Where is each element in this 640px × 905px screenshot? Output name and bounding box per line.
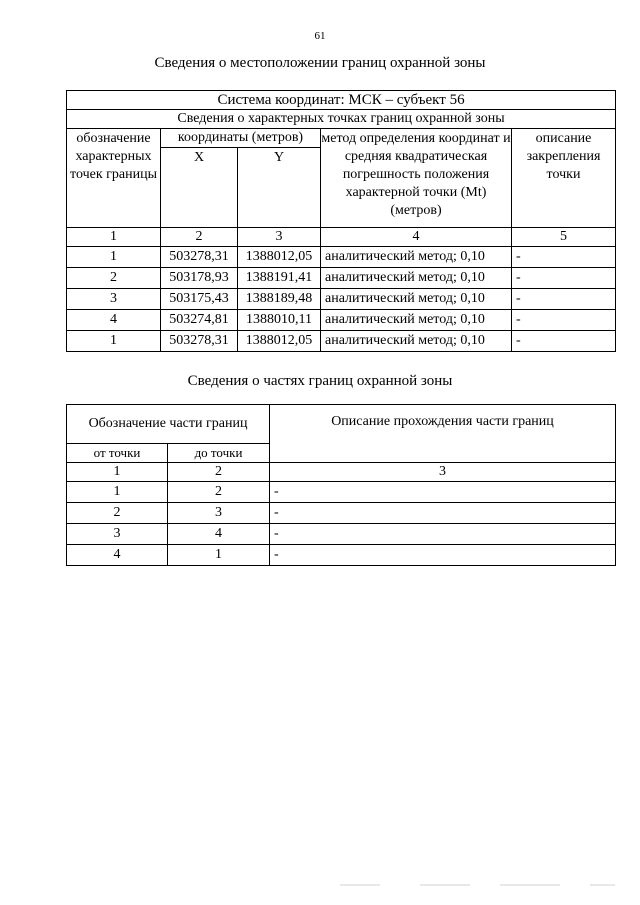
table-row	[67, 289, 616, 310]
column-number: 1	[67, 463, 168, 482]
coord-y: 1388012,05	[238, 331, 321, 352]
coord-x: 503178,93	[161, 268, 238, 289]
method: аналитический метод; 0,10	[321, 331, 512, 352]
point-description: -	[512, 289, 616, 310]
points-subtitle: Сведения о характерных точках границ охранной зоны	[67, 110, 616, 129]
part-description: -	[270, 545, 616, 566]
method: аналитический метод; 0,10	[321, 268, 512, 289]
header-coords: координаты (метров)	[161, 129, 321, 148]
point-description: -	[512, 310, 616, 331]
header-to-point: до точки	[168, 444, 270, 463]
table-row	[67, 310, 616, 331]
point-id: 1	[67, 331, 161, 352]
coord-x: 503278,31	[161, 247, 238, 268]
to-point: 3	[168, 503, 270, 524]
table-row	[67, 503, 616, 524]
method: аналитический метод; 0,10	[321, 310, 512, 331]
column-number: 5	[512, 228, 616, 247]
to-point: 1	[168, 545, 270, 566]
from-point: 3	[67, 524, 168, 545]
coord-x: 503278,31	[161, 331, 238, 352]
column-number: 4	[321, 228, 512, 247]
boundary-parts-table	[66, 404, 616, 566]
column-number: 2	[168, 463, 270, 482]
table-row	[67, 545, 616, 566]
to-point: 2	[168, 482, 270, 503]
header-designation: обозначение характерных точек границы	[67, 129, 161, 228]
coord-y: 1388191,41	[238, 268, 321, 289]
coord-y: 1388012,05	[238, 247, 321, 268]
part-description: -	[270, 482, 616, 503]
header-method: метод определения координат и средняя квадратическая погрешность положения характерной точки (Mt) (метров)	[321, 129, 512, 228]
from-point: 4	[67, 545, 168, 566]
header-x: X	[161, 148, 238, 228]
part-description: -	[270, 503, 616, 524]
method: аналитический метод; 0,10	[321, 289, 512, 310]
coord-x: 503274,81	[161, 310, 238, 331]
point-id: 1	[67, 247, 161, 268]
column-number: 1	[67, 228, 161, 247]
header-part-designation: Обозначение части границ	[67, 405, 270, 444]
table-row	[67, 524, 616, 545]
coord-x: 503175,43	[161, 289, 238, 310]
boundary-points-table	[66, 90, 616, 352]
table-row	[67, 482, 616, 503]
point-description: -	[512, 247, 616, 268]
from-point: 2	[67, 503, 168, 524]
coord-y: 1388010,11	[238, 310, 321, 331]
column-numbers-row	[67, 463, 616, 482]
table-row	[67, 247, 616, 268]
column-number: 2	[161, 228, 238, 247]
method: аналитический метод; 0,10	[321, 247, 512, 268]
from-point: 1	[67, 482, 168, 503]
part-description: -	[270, 524, 616, 545]
scan-artifact	[340, 880, 620, 890]
coord-system-label: Система координат: МСК – субъект 56	[67, 91, 616, 110]
to-point: 4	[168, 524, 270, 545]
point-id: 3	[67, 289, 161, 310]
section1-title: Сведения о местоположении границ охранной зоны	[154, 55, 486, 71]
point-description: -	[512, 331, 616, 352]
point-id: 4	[67, 310, 161, 331]
table-row	[67, 268, 616, 289]
column-number: 3	[238, 228, 321, 247]
coord-y: 1388189,48	[238, 289, 321, 310]
header-y: Y	[238, 148, 321, 228]
table-row	[67, 331, 616, 352]
column-number: 3	[270, 463, 616, 482]
header-from-point: от точки	[67, 444, 168, 463]
header-description: описание закрепления точки	[512, 129, 616, 228]
column-numbers-row	[67, 228, 616, 247]
point-description: -	[512, 268, 616, 289]
header-part-description: Описание прохождения части границ	[270, 405, 616, 463]
page-number: 61	[314, 30, 326, 42]
section2-title: Сведения о частях границ охранной зоны	[187, 373, 453, 389]
point-id: 2	[67, 268, 161, 289]
